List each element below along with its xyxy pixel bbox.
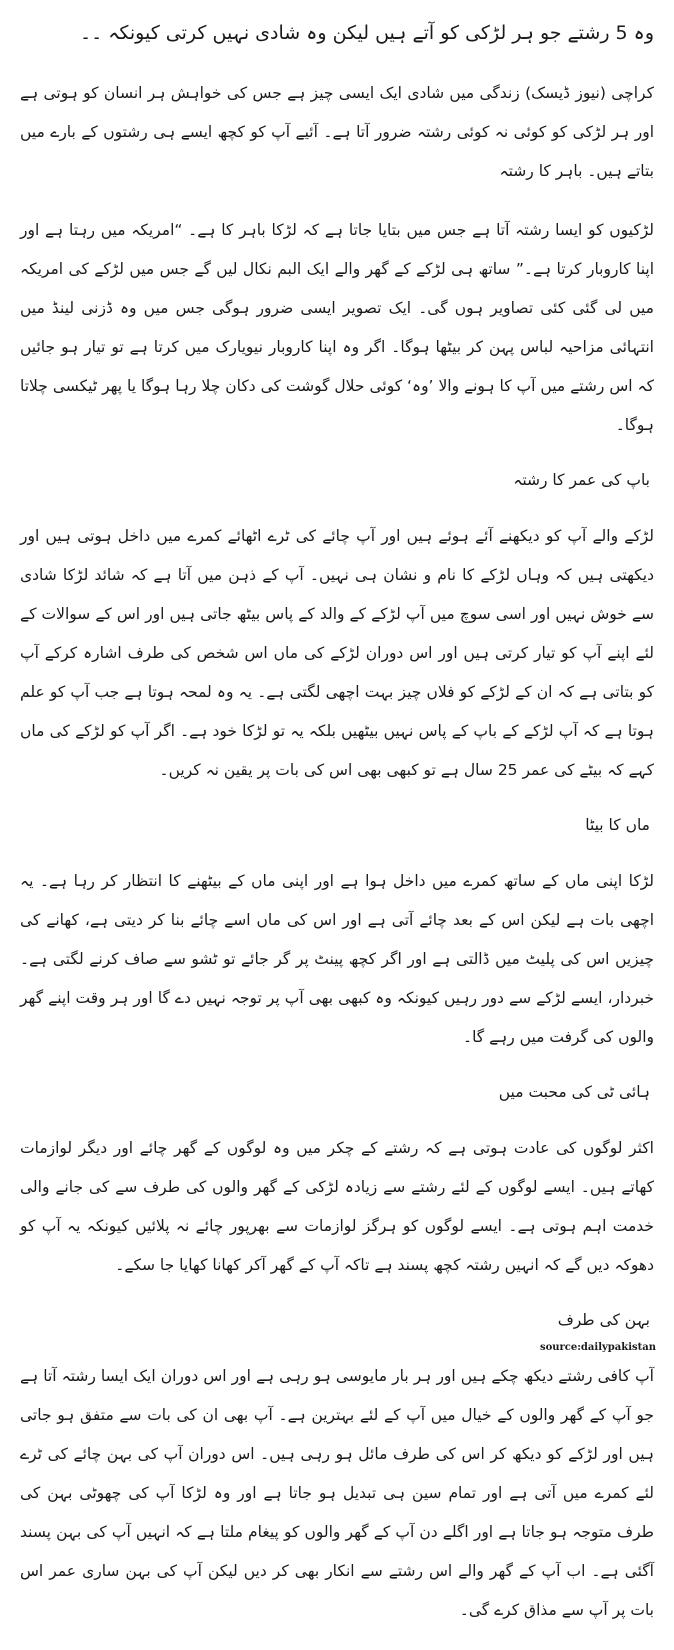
article-title: وہ 5 رشتے جو ہر لڑکی کو آتے ہیں لیکن وہ شادی نہیں کرتی کیونکہ ۔۔ <box>79 22 654 44</box>
section-high-tea-body: اکثر لوگوں کی عادت ہوتی ہے کہ رشتے کے چکر میں وہ لوگوں کے گھر چائے اور دیگر لوازمات کھاتے ہیں۔ ایسے لوگوں کے لئے رشتے سے زیادہ لڑکی کے گھر والوں کی طرف سے کی جانے والی خدمت اہم ہوتی ہے۔ ایسے لوگوں کو ہرگز لوازمات سے بھرپور چائے نہ پلائیں کیونکہ یہ آپ کو دھوکہ دیں گے کہ انہیں رشتہ کچھ پسند ہے تاکہ آپ کے گھر آکر کھانا کھایا جا سکے۔ <box>20 1139 654 1274</box>
section-mothers-son-body: لڑکا اپنی ماں کے ساتھ کمرے میں داخل ہوا ہے اور اپنی ماں کے بیٹھنے کا انتظار کر رہا ہے۔ یہ اچھی بات ہے لیکن اس کے بعد چائے آتی ہے اور اس کی ماں اسے چائے بنا کر دیتی ہے، کھانے کی چیزیں اس کی پلیٹ میں ڈالتی ہے اور اگر کچھ پینٹ پر گر جائے تو ٹشو سے صاف کرنے لگتی ہے۔ خبردار، ایسے لڑکے سے دور رہیں کیونکہ وہ کبھی بھی آپ پر توجہ نہیں دے گا اور ہر وقت اپنے گھر والوں کی گرفت میں رہے گا۔ <box>20 872 654 1046</box>
section-father-age-body: لڑکے والے آپ کو دیکھنے آئے ہوئے ہیں اور آپ چائے کی ٹرے اٹھائے کمرے میں داخل ہوتی ہیں اور دیکھتی ہیں کہ وہاں لڑکے کا نام و نشان ہی نہیں۔ آپ کے ذہن میں آتا ہے کہ شائد لڑکا شادی سے خوش نہیں اور اسی سوچ میں آپ لڑکے کے والد کے پاس بیٹھ جاتی ہیں اور اس کے سوالات کے لئے اپنے آپ کو تیار کرتی ہیں اور اس دوران لڑکے کی ماں اس شخص کی طرف اشارہ کرکے آپ کو بتاتی ہے کہ ان کے لڑکے کو فلاں چیز بہت اچھی لگتی ہے۔ یہ وہ لمحہ ہوتا ہے جب آپ کو علم ہوتا ہے کہ آپ لڑکے کے باپ کے پاس نہیں بیٹھیں بلکہ یہ تو لڑکا خود ہے۔ اگر آپ کو لڑکے کی ماں کہے کہ بیٹے کی عمر 25 سال ہے تو کبھی بھی اس کی بات پر یقین نہ کریں۔ <box>20 527 654 779</box>
article <box>20 18 654 1650</box>
intro-paragraph: کراچی (نیوز ڈیسک) زندگی میں شادی ایک ایسی چیز ہے جس کی خواہش ہر انسان کو ہوتی ہے اور ہر لڑکی کو کوئی نہ کوئی رشتہ ضرور آتا ہے۔ آئیے آپ کو کچھ ایسے ہی رشتوں کے بارے میں بتاتے ہیں۔ باہر کا رشتہ <box>20 84 654 180</box>
source-credit: source:dailypakistan <box>539 1342 656 1353</box>
section-high-tea-heading: ہائی ٹی کی محبت میں <box>498 1083 650 1101</box>
section-father-age-heading: باپ کی عمر کا رشتہ <box>513 471 650 489</box>
section-abroad-body: لڑکیوں کو ایسا رشتہ آتا ہے جس میں بتایا جاتا ہے کہ لڑکا باہر کا ہے۔ “امریکہ میں رہتا ہے اور اپنا کاروبار کرتا ہے۔” ساتھ ہی لڑکے کے گھر والے ایک البم نکال لیں گے جس میں لڑکے کی امریکہ میں لی گئی کئی تصاویر ہوں گی۔ ایک تصویر ایسی ضرور ہوگی جس میں وہ ڈزنی لینڈ میں انتہائی مزاحیہ لباس پہن کر بیٹھا ہوگا۔ اگر وہ اپنا کاروبار نیویارک میں کرتا ہے تو تیار ہو جائیں کہ اس رشتے میں آپ کا ہونے والا ’وہ‘ کوئی حلال گوشت کی دکان چلا رہا ہوگا یا پھر ٹیکسی چلاتا ہوگا۔ <box>20 221 654 434</box>
section-sister-body: آپ کافی رشتے دیکھ چکے ہیں اور ہر بار مایوسی ہو رہی ہے اور اس دوران ایک ایسا رشتہ آتا ہے جو آپ کے گھر والوں کے خیال میں آپ کے لئے بہترین ہے۔ آپ بھی ان کی بات سے متفق ہو جاتی ہیں اور لڑکے کو دیکھ کر اس کی طرف مائل ہو رہی ہیں۔ اس دوران آپ کی بہن چائے کی ٹرے لئے کمرے میں آتی ہے اور تمام سین ہی تبدیل ہو جاتا ہے اور وہ لڑکا آپ کی چھوٹی بہن کی طرف متوجہ ہو جاتا ہے اور اگلے دن آپ کے گھر والوں کو پیغام ملتا ہے کہ انہیں آپ کی بہن پسند آگئی ہے۔ اب آپ کے گھر والے اس رشتے سے انکار بھی کر دیں لیکن آپ کی بہن ساری عمر اس بات پر آپ سے مذاق کرے گی۔ <box>20 1367 654 1619</box>
section-mothers-son-heading: ماں کا بیٹا <box>585 816 650 834</box>
section-sister-heading: بہن کی طرف <box>557 1311 650 1329</box>
